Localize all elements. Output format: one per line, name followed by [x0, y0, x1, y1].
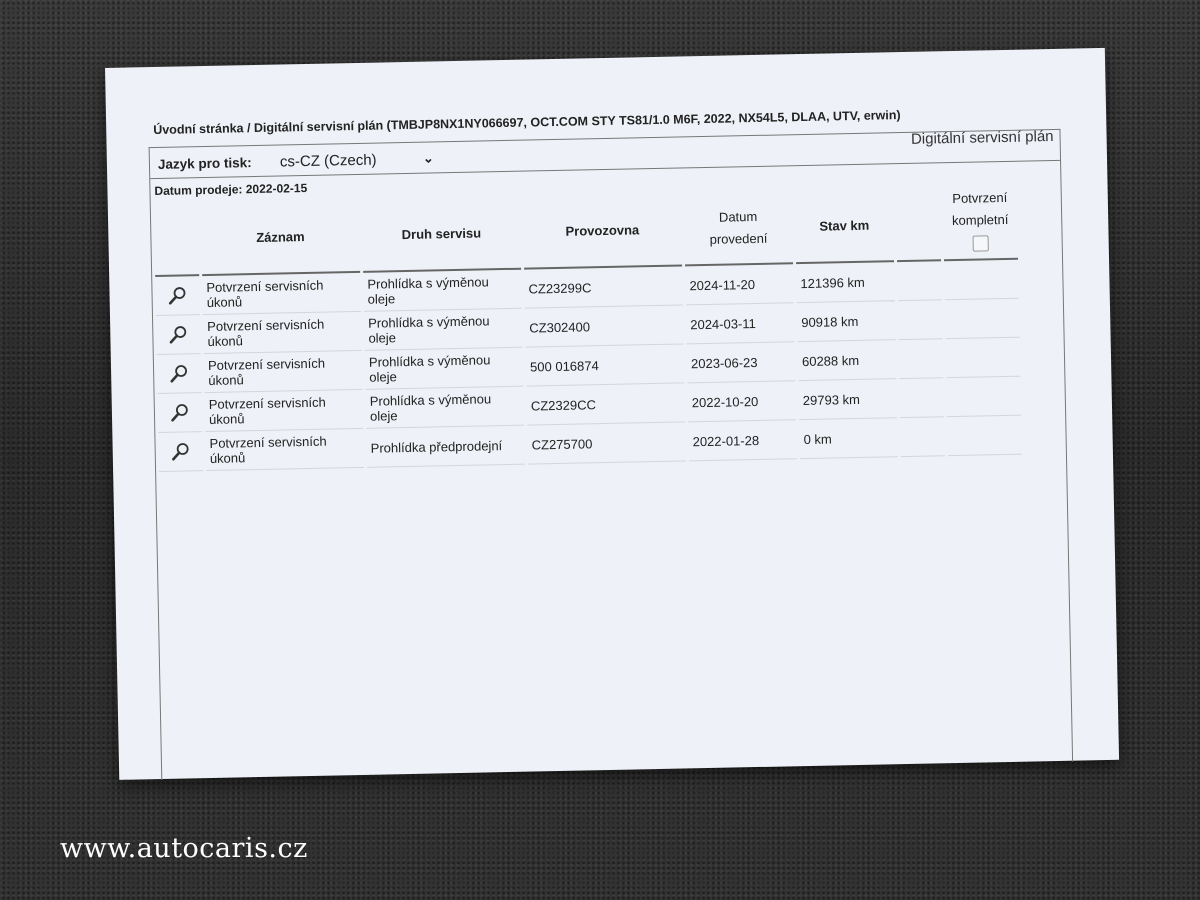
breadcrumb: Úvodní stránka / Digitální servisní plán (TMBJP8NX1NY066697, OCT.COM STY TS81/1.0 M6F, 2022, NX54L5, DLAA, UTV, erwin) [153, 108, 901, 138]
cell-confirmed [947, 416, 1022, 456]
cell-service-type: Prohlídka s výměnou oleje [365, 348, 524, 390]
row-view-cell [155, 276, 200, 316]
cell-date: 2024-03-11 [686, 303, 795, 344]
magnifier-icon[interactable] [167, 285, 187, 305]
language-label: Jazyk pro tisk: [157, 155, 252, 172]
header-workshop: Provozovna [523, 193, 682, 269]
header-service-type: Druh servisu [362, 197, 521, 273]
cell-record: Potvrzení servisních úkonů [205, 390, 364, 432]
cell-confirmed [946, 338, 1021, 378]
magnifier-icon[interactable] [170, 402, 190, 422]
magnifier-icon[interactable] [168, 324, 188, 344]
cell-confirmed [946, 377, 1021, 417]
header-icon-col [154, 203, 199, 277]
cell-mileage: 90918 km [797, 301, 896, 342]
cell-mileage: 60288 km [798, 340, 897, 381]
row-view-cell [157, 354, 202, 394]
cell-date: 2023-06-23 [687, 342, 796, 383]
cell-workshop: CZ302400 [525, 305, 684, 347]
header-confirmed-line1: Potvrzení [952, 189, 1008, 207]
cell-date: 2022-01-28 [688, 420, 797, 461]
row-view-cell [156, 315, 201, 355]
cell-workshop: CZ23299C [524, 266, 683, 308]
cell-workshop: 500 016874 [526, 344, 685, 386]
cell-service-type: Prohlídka s výměnou oleje [364, 309, 523, 351]
cell-empty [899, 378, 944, 418]
panel-header [150, 127, 1060, 179]
cell-date: 2024-11-20 [685, 264, 794, 305]
cell-empty [899, 339, 944, 379]
row-view-cell [158, 432, 203, 472]
header-record: Záznam [201, 200, 360, 276]
cell-workshop: CZ2329CC [526, 383, 685, 425]
chevron-down-icon: ⌄ [422, 150, 435, 166]
service-records-table [151, 187, 1025, 472]
header-date-line1: Datum [718, 208, 758, 225]
cell-service-type: Prohlídka předprodejní [366, 426, 525, 468]
header-empty-col [896, 188, 941, 262]
header-mileage: Stav km [795, 189, 894, 264]
watermark-url: www.autocaris.cz [60, 833, 308, 864]
header-date-line2: provedení [709, 230, 768, 247]
cell-mileage: 0 km [799, 418, 898, 459]
language-select[interactable] [280, 147, 440, 172]
sale-date: Datum prodeje: 2022-02-15 [154, 180, 308, 199]
cell-record: Potvrzení servisních úkonů [204, 351, 363, 393]
magnifier-icon[interactable] [169, 363, 189, 383]
cell-service-type: Prohlídka s výměnou oleje [363, 270, 522, 312]
cell-workshop: CZ275700 [527, 422, 686, 464]
cell-date: 2022-10-20 [687, 381, 796, 422]
cell-empty [900, 417, 945, 457]
cell-mileage: 29793 km [798, 379, 897, 420]
panel-title: Digitální servisní plán [910, 127, 1054, 148]
cell-mileage: 121396 km [796, 262, 895, 303]
header-date [684, 191, 793, 266]
cell-empty [897, 261, 942, 301]
cell-record: Potvrzení servisních úkonů [203, 312, 362, 354]
cell-confirmed [944, 260, 1019, 300]
header-confirmed-line2: kompletní [951, 211, 1009, 229]
cell-service-type: Prohlídka s výměnou oleje [366, 387, 525, 429]
row-view-cell [158, 393, 203, 433]
magnifier-icon[interactable] [171, 441, 191, 461]
cell-empty [898, 300, 943, 340]
confirm-all-checkbox[interactable] [973, 235, 989, 251]
cell-record: Potvrzení servisních úkonů [205, 429, 364, 471]
printed-sheet [105, 48, 1119, 780]
cell-confirmed [945, 299, 1020, 339]
language-value: cs-CZ (Czech) [279, 151, 377, 171]
cell-record: Potvrzení servisních úkonů [202, 273, 361, 315]
header-confirmed [943, 187, 1018, 261]
service-plan-panel [149, 129, 1074, 780]
